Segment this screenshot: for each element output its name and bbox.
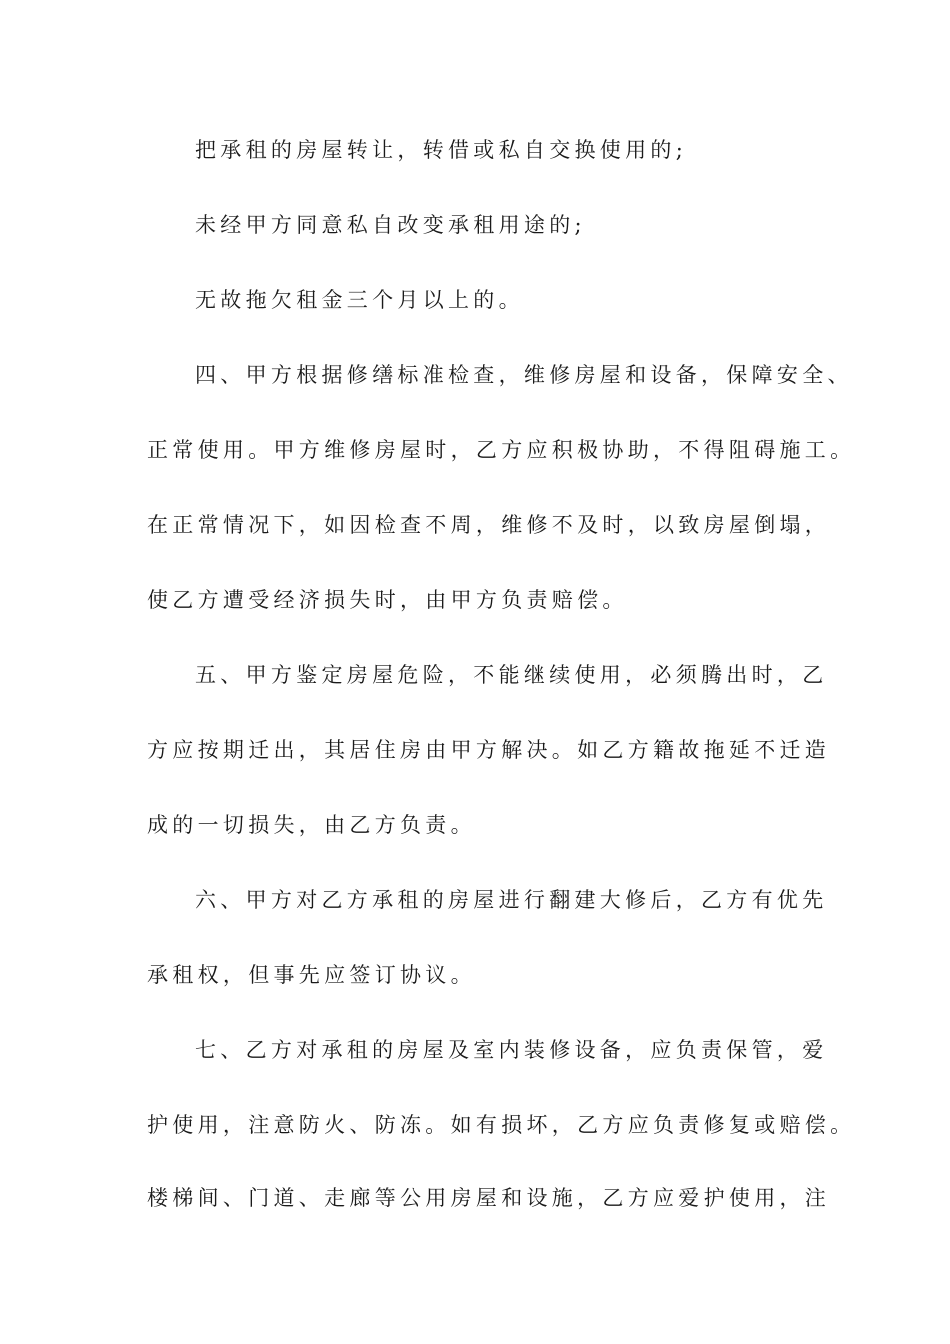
text-line: 楼梯间、门道、走廊等公用房屋和设施，乙方应爱护使用，注 <box>147 1186 831 1210</box>
paragraph-7-start: 七、乙方对承租的房屋及室内装修设备，应负责保管，爱 <box>195 1038 828 1062</box>
text-line: 方应按期迁出，其居住房由甲方解决。如乙方籍故拖延不迁造 <box>147 738 831 762</box>
text-line: 成的一切损失，由乙方负责。 <box>147 813 476 837</box>
text-line: 把承租的房屋转让，转借或私自交换使用的; <box>195 138 688 162</box>
text-line: 在正常情况下，如因检查不周，维修不及时，以致房屋倒塌， <box>147 513 831 537</box>
paragraph-4-start: 四、甲方根据修缮标准检查，维修房屋和设备，保障安全、 <box>195 363 853 387</box>
text-line: 正常使用。甲方维修房屋时，乙方应积极协助，不得阻碍施工。 <box>147 438 856 462</box>
text-line: 承租权，但事先应签订协议。 <box>147 963 476 987</box>
paragraph-5-start: 五、甲方鉴定房屋危险，不能继续使用，必须腾出时，乙 <box>195 663 828 687</box>
text-line: 护使用，注意防火、防冻。如有损坏，乙方应负责修复或赔偿。 <box>147 1113 856 1137</box>
text-line: 未经甲方同意私自改变承租用途的; <box>195 213 586 237</box>
paragraph-6-start: 六、甲方对乙方承租的房屋进行翻建大修后，乙方有优先 <box>195 888 828 912</box>
text-line: 使乙方遭受经济损失时，由甲方负责赔偿。 <box>147 588 628 612</box>
text-line: 无故拖欠租金三个月以上的。 <box>195 288 524 312</box>
